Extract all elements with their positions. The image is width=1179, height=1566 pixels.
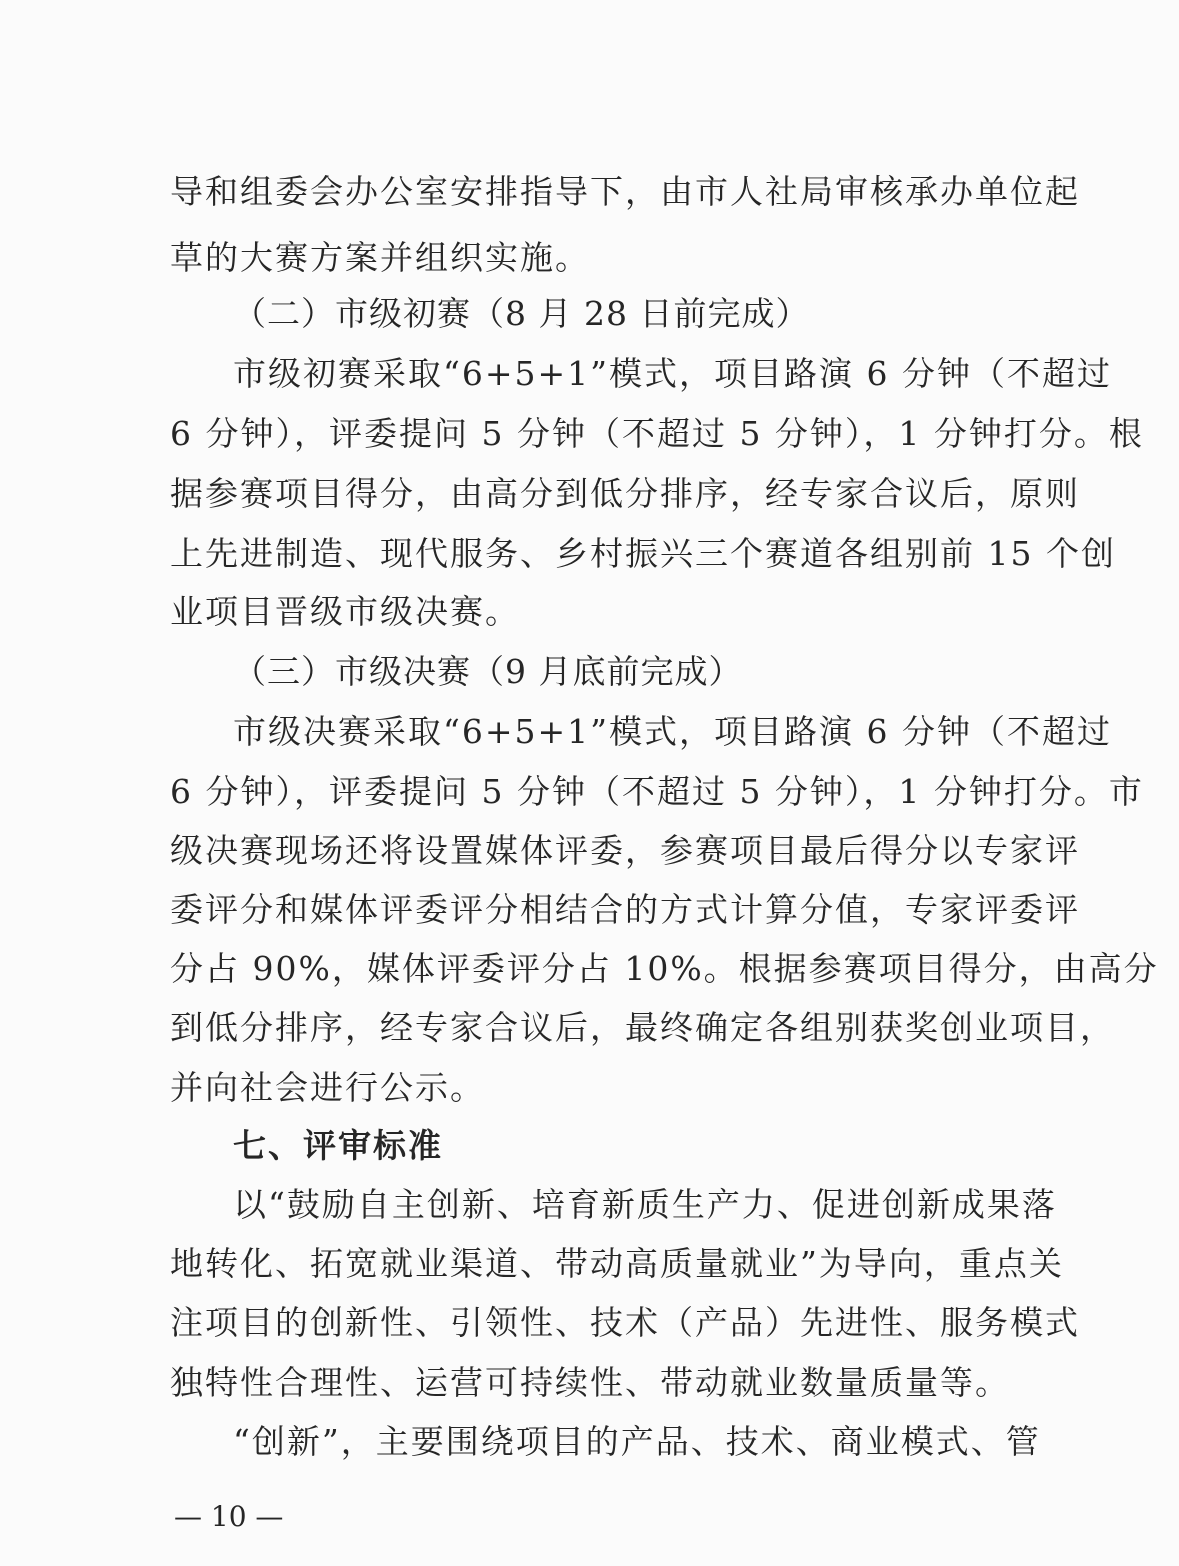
paragraph-line: 级决赛现场还将设置媒体评委，参赛项目最后得分以专家评 (170, 831, 1080, 870)
paragraph-line: 到低分排序，经专家合议后，最终确定各组别获奖创业项目， (170, 1008, 1115, 1047)
paragraph-line: 6 分钟），评委提问 5 分钟（不超过 5 分钟），1 分钟打分。根 (170, 414, 1144, 453)
paragraph-line: “创新”，主要围绕项目的产品、技术、商业模式、管 (233, 1422, 1041, 1461)
paragraph-line: 6 分钟），评委提问 5 分钟（不超过 5 分钟），1 分钟打分。市 (170, 772, 1144, 811)
paragraph-line: 上先进制造、现代服务、乡村振兴三个赛道各组别前 15 个创 (170, 534, 1116, 573)
paragraph-line: 导和组委会办公室安排指导下，由市人社局审核承办单位起 (170, 172, 1080, 211)
paragraph-line: 注项目的创新性、引领性、技术（产品）先进性、服务模式 (170, 1303, 1080, 1342)
section-subtitle: （二）市级初赛（8 月 28 日前完成） (233, 294, 810, 333)
paragraph-line: 分占 90%，媒体评委评分占 10%。根据参赛项目得分，由高分 (170, 949, 1159, 988)
paragraph-line: 据参赛项目得分，由高分到低分排序，经专家合议后，原则 (170, 474, 1080, 513)
paragraph-line: 并向社会进行公示。 (170, 1068, 485, 1107)
paragraph-line: 市级初赛采取“6+5+1”模式，项目路演 6 分钟（不超过 (233, 354, 1113, 393)
paragraph-line: 业项目晋级市级决赛。 (170, 592, 520, 631)
section-heading: 七、评审标准 (233, 1126, 443, 1165)
paragraph-line: 独特性合理性、运营可持续性、带动就业数量质量等。 (170, 1363, 1010, 1402)
paragraph-line: 委评分和媒体评委评分相结合的方式计算分值，专家评委评 (170, 890, 1080, 929)
paragraph-line: 市级决赛采取“6+5+1”模式，项目路演 6 分钟（不超过 (233, 712, 1113, 751)
paragraph-line: 地转化、拓宽就业渠道、带动高质量就业”为导向，重点关 (170, 1244, 1064, 1283)
paragraph-line: 草的大赛方案并组织实施。 (170, 238, 590, 277)
section-subtitle: （三）市级决赛（9 月底前完成） (233, 652, 743, 691)
paragraph-line: 以“鼓励自主创新、培育新质生产力、促进创新成果落 (233, 1185, 1057, 1224)
page-number: — 10 — (174, 1500, 284, 1533)
